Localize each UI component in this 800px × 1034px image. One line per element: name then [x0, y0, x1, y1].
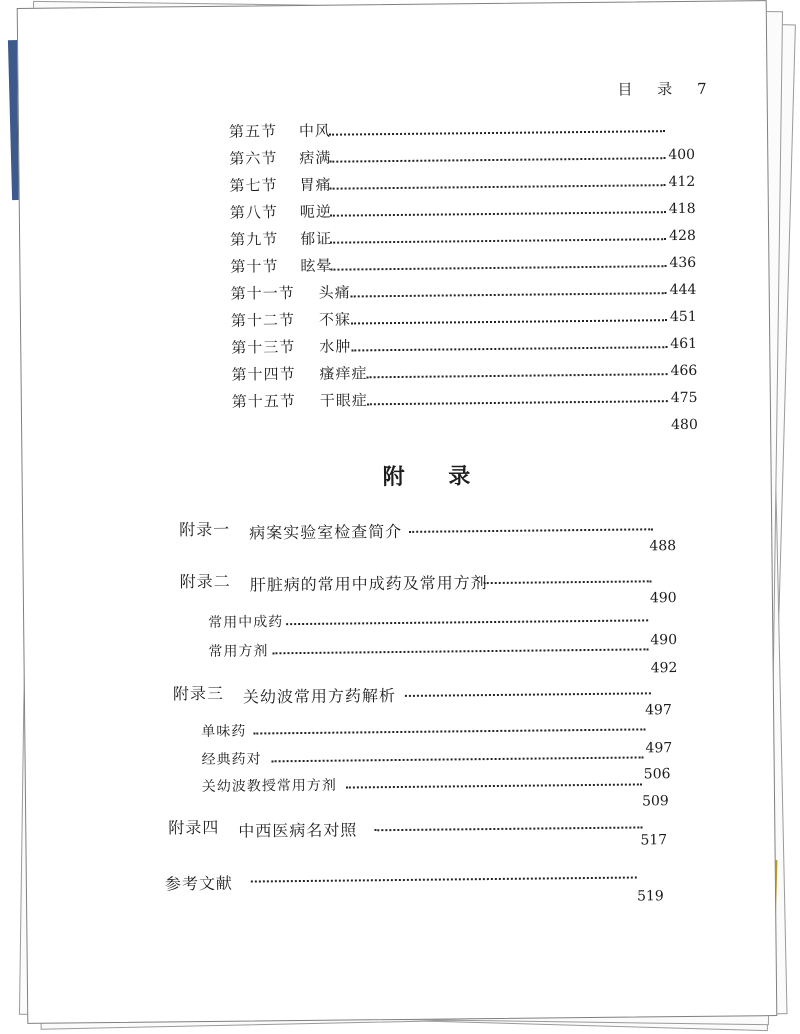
header-page-number: 7	[696, 79, 707, 98]
leader-dots	[484, 574, 652, 584]
leader-dots	[405, 686, 651, 697]
toc-chapter: 第十一节	[230, 284, 295, 303]
toc-page-number: 466	[670, 362, 698, 380]
toc-page-number: 475	[670, 389, 698, 407]
toc-page	[17, 0, 778, 1024]
leader-dots	[251, 871, 637, 883]
toc-page-number: 480	[671, 416, 698, 434]
toc-chapter: 第十四节	[231, 365, 296, 384]
toc-page-number: 418	[668, 200, 696, 218]
toc-page-number: 444	[669, 281, 697, 299]
leader-dots	[374, 820, 642, 831]
leader-dots	[272, 750, 644, 762]
toc-title: 干眼症	[319, 391, 368, 410]
toc-chapter: 第七节	[229, 176, 278, 195]
toc-title: 胃痛	[299, 175, 332, 195]
references-heading: 参考文献	[164, 873, 233, 894]
appendix-page-number: 488	[649, 538, 677, 555]
leader-dots	[346, 777, 642, 788]
toc-title: 头痛	[318, 283, 351, 302]
toc-page-number: 436	[669, 254, 697, 272]
appendix-subitem: 经典药对	[201, 751, 262, 769]
header-label: 目 录	[617, 79, 683, 99]
appendix-page-number: 497	[645, 702, 672, 719]
running-header	[617, 78, 706, 100]
toc-chapter: 第十节	[230, 257, 279, 276]
toc-title: 中风	[298, 121, 332, 141]
toc-title: 呃逆	[299, 202, 332, 222]
appendix-subitem-page: 497	[645, 740, 673, 757]
appendix-subitem: 关幼波教授常用方剂	[201, 777, 337, 796]
toc-page-number: 428	[669, 227, 696, 245]
appendix-subitem-page: 509	[641, 793, 669, 810]
toc-title: 不寐	[318, 310, 352, 329]
appendix-title: 病案实验室检查简介	[249, 521, 403, 543]
appendix-title: 肝脏病的常用中成药及常用方剂	[249, 573, 488, 595]
appendix-page-number: 517	[640, 832, 668, 849]
toc-title: 水肿	[319, 337, 352, 356]
appendix-label: 附录四	[168, 817, 220, 838]
appendix-subitem-page: 492	[650, 660, 678, 677]
appendix-title: 中西医病名对照	[238, 820, 358, 841]
appendix-title: 关幼波常用方药解析	[242, 686, 397, 707]
appendix-subitem: 单味药	[201, 723, 247, 741]
appendix-page-number: 490	[649, 590, 677, 607]
toc-chapter: 第八节	[229, 203, 278, 222]
toc-title: 郁证	[300, 229, 333, 248]
appendix-subitem: 常用方剂	[208, 643, 269, 660]
toc-chapter: 第六节	[229, 149, 278, 168]
appendix-label: 附录三	[172, 683, 225, 704]
toc-title: 瘙痒症	[319, 364, 368, 383]
toc-chapter: 第十五节	[231, 392, 296, 411]
toc-page-number: 412	[668, 173, 696, 191]
appendix-heading: 附 录	[382, 463, 489, 491]
references-page-number: 519	[636, 888, 664, 905]
leader-dots	[286, 613, 648, 625]
leader-dots	[272, 642, 648, 654]
appendix-subitem-page: 506	[643, 766, 671, 783]
toc-chapter: 第十三节	[231, 338, 296, 357]
leader-dots	[253, 722, 645, 734]
appendix-subitem: 常用中成药	[208, 614, 284, 631]
toc-chapter: 第十二节	[230, 311, 296, 330]
toc-chapter: 第五节	[228, 122, 278, 141]
toc-title: 痞满	[299, 148, 332, 168]
toc-page-number: 451	[669, 308, 697, 326]
toc-page-number: 461	[670, 335, 698, 353]
appendix-label: 附录一	[179, 519, 231, 540]
appendix-subitem-page: 490	[650, 632, 678, 649]
toc-page-number: 400	[668, 146, 696, 164]
toc-title: 眩晕	[300, 256, 333, 275]
toc-chapter: 第九节	[230, 230, 279, 249]
leader-dots	[409, 522, 653, 533]
appendix-label: 附录二	[179, 571, 231, 592]
